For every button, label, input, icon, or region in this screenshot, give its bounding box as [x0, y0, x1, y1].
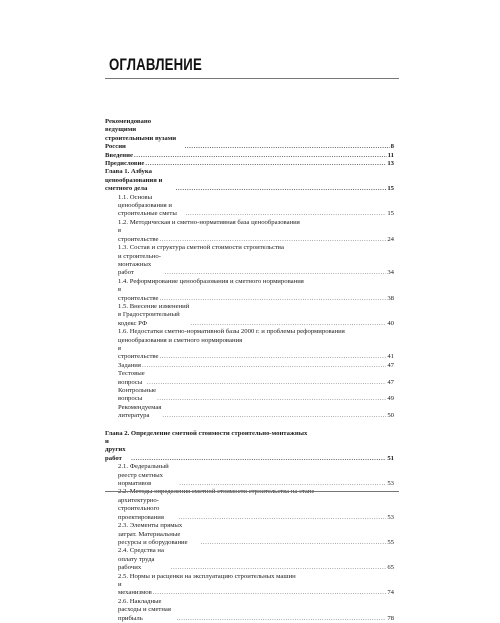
- leader-dots: [185, 210, 386, 218]
- toc-entry[interactable]: [105, 362, 394, 370]
- page-title: ОГЛАВЛЕНИЕ: [109, 56, 202, 74]
- toc-entry-intro[interactable]: [105, 152, 394, 160]
- toc-entry-label-continued: архитектурно-строительного проектирования: [118, 496, 164, 521]
- toc-page-number: 55: [387, 538, 394, 546]
- toc-page-number: 47: [387, 378, 394, 386]
- toc-entry-label: 1.2. Методическая и сметно-нормативная база ценообразования: [118, 218, 300, 226]
- leader-dots: [177, 615, 387, 623]
- toc-page-number: 49: [387, 395, 394, 403]
- toc-entry-label: 2.1. Федеральный реестр сметных нормативов: [118, 463, 169, 488]
- toc-entry-label-continued: в строительстве: [118, 344, 159, 361]
- table-of-contents: [105, 118, 394, 623]
- toc-entry[interactable]: [105, 278, 394, 303]
- toc-entry[interactable]: [105, 328, 394, 362]
- leader-dots: [176, 185, 387, 193]
- toc-entry-label: Введение: [105, 151, 133, 159]
- toc-entry-label: 1.5. Внесение изменений в Градостроительный кодекс РФ: [118, 302, 190, 327]
- toc-entry-label: Контрольные вопросы: [118, 387, 157, 403]
- toc-page-number: 38: [387, 294, 394, 302]
- toc-entry-recommended[interactable]: [105, 118, 394, 152]
- toc-entry-label: Тестовые вопросы: [118, 370, 145, 386]
- toc-entry[interactable]: [105, 303, 394, 328]
- toc-entry[interactable]: [105, 370, 394, 387]
- toc-entry-label: 1.6. Недостатки сметно-нормативной базы 2000 г. и проблемы реформирования ценообразования и сметного нормирования: [118, 328, 345, 344]
- toc-page-number: 50: [387, 412, 394, 420]
- chapter-spacer: [105, 421, 394, 430]
- toc-entry[interactable]: [105, 547, 394, 572]
- toc-page-number: 15: [387, 210, 394, 218]
- toc-entry[interactable]: [105, 573, 394, 598]
- toc-entry-label: Глава 1. Азбука ценообразования и сметного дела: [105, 168, 163, 193]
- toc-page-number: 34: [387, 269, 394, 277]
- toc-entry-label: 1.1. Основы ценообразования и строительные сметы: [118, 193, 177, 218]
- toc-entry-label: Предисловие: [105, 160, 145, 168]
- toc-entry-label-continued: в строительстве: [118, 227, 159, 243]
- toc-page-number: 11: [387, 151, 394, 159]
- toc-entry[interactable]: [105, 219, 394, 244]
- toc-chapter-1[interactable]: [105, 168, 394, 193]
- leader-dots: [201, 539, 387, 547]
- toc-entry-label: Глава 2. Определение сметной стоимости строительно-монтажных: [105, 429, 308, 437]
- leader-dots: [171, 564, 387, 572]
- toc-entry[interactable]: [105, 488, 394, 522]
- toc-entry[interactable]: [105, 598, 394, 623]
- toc-entry-label: 1.4. Реформирование ценообразования и сметного нормирования: [118, 277, 304, 285]
- toc-entry-label: Задания: [118, 361, 141, 369]
- chapter-1-items: [105, 194, 394, 421]
- toc-entry-label-continued: в строительстве: [118, 286, 159, 302]
- leader-dots: [185, 143, 390, 151]
- leader-dots: [153, 589, 387, 597]
- leader-dots: [159, 353, 386, 361]
- toc-entry-label: Рекомендовано ведущими строительными вузами России: [105, 118, 177, 151]
- toc-page-number: 78: [387, 614, 394, 622]
- toc-page-number: 47: [387, 361, 394, 369]
- leader-dots: [134, 152, 387, 160]
- toc-entry-label: 2.4. Средства на оплату труда рабочих: [118, 547, 164, 572]
- toc-entry-label: Рекомендуемая литература: [118, 403, 162, 420]
- leader-dots: [159, 236, 386, 244]
- chapter-2-items: [105, 463, 394, 623]
- toc-page-number: 13: [387, 160, 394, 168]
- leader-dots: [159, 295, 386, 303]
- leader-dots: [131, 455, 386, 463]
- leader-dots: [157, 395, 386, 403]
- leader-dots: [190, 320, 386, 328]
- toc-entry-preface[interactable]: [105, 160, 394, 168]
- top-divider: [105, 78, 399, 79]
- toc-entry[interactable]: [105, 463, 394, 488]
- leader-dots: [142, 362, 386, 370]
- toc-page-number: 8: [390, 143, 394, 151]
- toc-entry[interactable]: [105, 244, 394, 278]
- toc-page-number: 40: [387, 319, 394, 327]
- leader-dots: [178, 514, 386, 522]
- leader-dots: [162, 412, 386, 420]
- toc-entry-label: 2.3. Элементы прямых затрат. Материальные ресурсы и оборудование: [118, 522, 188, 546]
- toc-entry-label: 1.3. Состав и структура сметной стоимости строительства: [118, 244, 284, 252]
- toc-page-number: 74: [387, 589, 394, 597]
- leader-dots: [165, 269, 387, 277]
- toc-entry-label-continued: и других работ: [105, 438, 126, 462]
- toc-entry-label: 2.5. Нормы и расценки на эксплуатацию строительных машин: [118, 572, 296, 580]
- toc-page-number: 24: [387, 235, 394, 243]
- toc-entry[interactable]: [105, 404, 394, 421]
- toc-page-number: 15: [387, 185, 394, 193]
- leader-dots: [145, 160, 386, 168]
- toc-entry[interactable]: [105, 194, 394, 219]
- toc-entry-label: 2.6. Накладные расходы и сметная прибыль: [118, 597, 171, 622]
- toc-entry[interactable]: [105, 387, 394, 404]
- toc-page-number: 53: [387, 480, 394, 488]
- leader-dots: [179, 480, 386, 488]
- toc-entry-label: [118, 488, 394, 496]
- toc-chapter-2[interactable]: [105, 430, 394, 464]
- toc-page-number: 51: [387, 454, 394, 462]
- toc-entry-label-continued: и механизмов: [118, 580, 152, 597]
- toc-page-number: 53: [387, 513, 394, 521]
- toc-page-number: 41: [387, 353, 394, 361]
- toc-entry-label-continued: и строительно-монтажных работ: [118, 252, 161, 277]
- bottom-divider: [105, 491, 399, 492]
- leader-dots: [147, 379, 387, 387]
- toc-entry[interactable]: [105, 522, 394, 547]
- toc-page-number: 65: [387, 564, 394, 572]
